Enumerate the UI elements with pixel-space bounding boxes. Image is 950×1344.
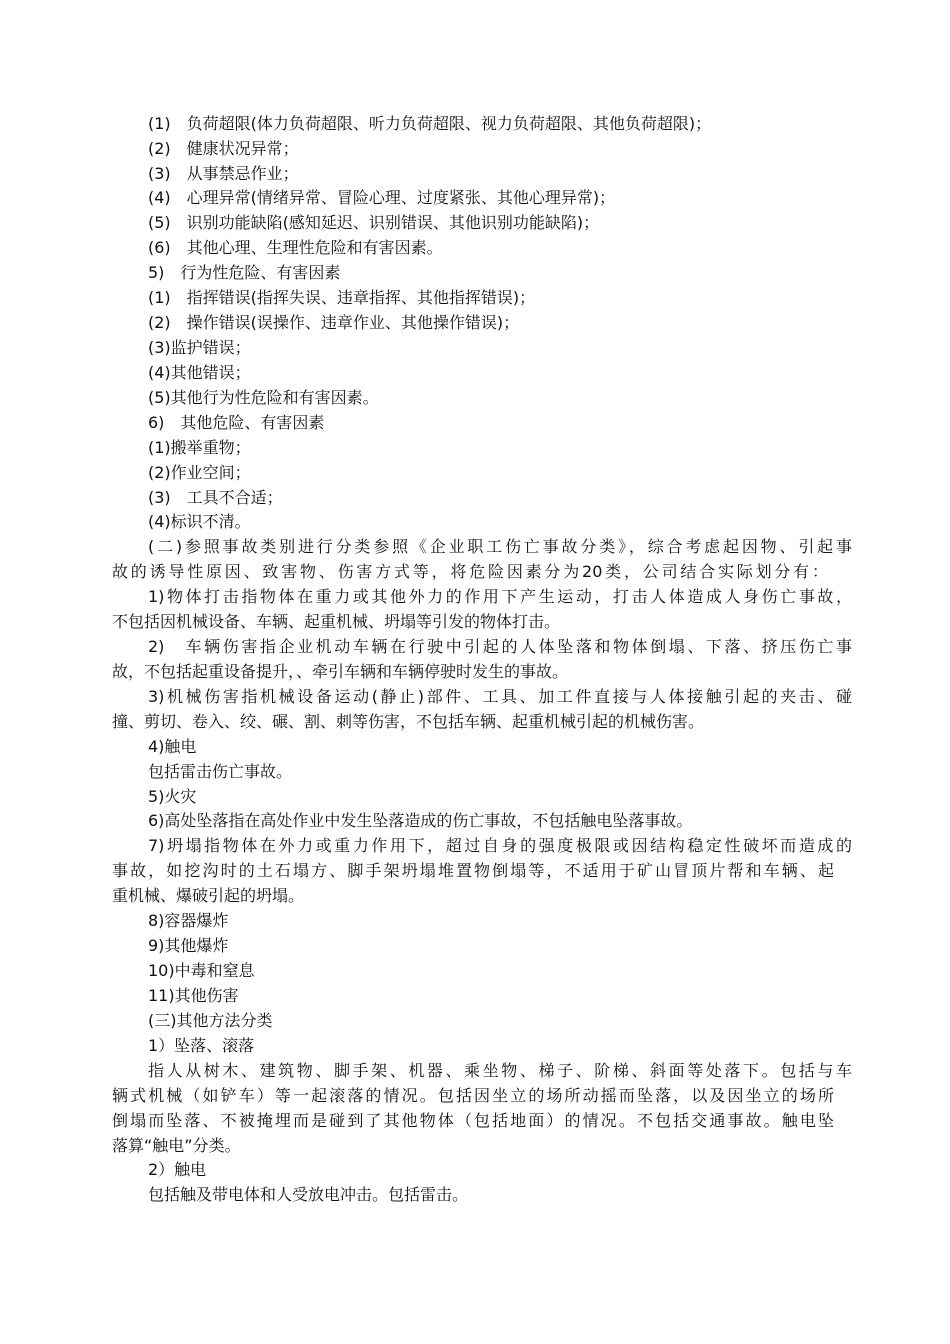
paragraph-line: 事故，如挖沟时的土石塌方、脚手架坍塌堆置物倒塌等，不适用于矿山冒顶片帮和车辆、起 — [112, 861, 834, 880]
section-heading: 1）坠落、滚落 — [148, 1036, 255, 1055]
section-heading: (三)其他方法分类 — [148, 1011, 273, 1030]
list-item: (1) 指挥错误(指挥失误、违章指挥、其他指挥错误)； — [148, 288, 536, 307]
section-heading: 6) 其他危险、有害因素 — [148, 413, 325, 432]
list-item: (3) 工具不合适； — [148, 488, 283, 507]
list-item: (6) 其他心理、生理性危险和有害因素。 — [148, 238, 443, 257]
paragraph-line: 重机械、爆破引起的坍塌。 — [112, 886, 305, 905]
section-heading: 2）触电 — [148, 1160, 207, 1179]
list-item: (4)其他错误； — [148, 363, 251, 382]
paragraph-line: (二)参照事故类别进行分类参照《企业职工伤亡事故分类》，综合考虑起因物、引起事 — [148, 537, 852, 556]
list-item: 8)容器爆炸 — [148, 911, 229, 930]
list-item: (2) 健康状况异常； — [148, 139, 299, 158]
list-item: (3)监护错误； — [148, 338, 251, 357]
paragraph-line: 6)高处坠落指在高处作业中发生坠落造成的伤亡事故，不包括触电坠落事故。 — [148, 811, 693, 830]
paragraph-line: 2) 车辆伤害指企业机动车辆在行驶中引起的人体坠落和物体倒塌、下落、挤压伤亡事 — [148, 637, 852, 656]
paragraph-line: 落算“触电”分类。 — [112, 1136, 241, 1155]
list-item: (4)标识不清。 — [148, 512, 251, 531]
list-item: 9)其他爆炸 — [148, 936, 229, 955]
list-item: (5)其他行为性危险和有害因素。 — [148, 388, 379, 407]
paragraph-line: 包括雷击伤亡事故。 — [148, 762, 293, 781]
paragraph-line: 不包括因机械设备、车辆、起重机械、坍塌等引发的物体打击。 — [112, 612, 561, 631]
paragraph-line: 包括触及带电体和人受放电冲击。包括雷击。 — [148, 1185, 469, 1204]
paragraph-line: 7)坍塌指物体在外力或重力作用下，超过自身的强度极限或因结构稳定性破坏而造成的 — [148, 836, 852, 855]
list-item: (1)搬举重物； — [148, 438, 251, 457]
list-item: (1) 负荷超限(体力负荷超限、听力负荷超限、视力负荷超限、其他负荷超限)； — [148, 114, 712, 133]
list-item: (2)作业空间； — [148, 463, 251, 482]
list-item: (2) 操作错误(误操作、违章作业、其他操作错误)； — [148, 313, 520, 332]
paragraph-line: 指人从树木、建筑物、脚手架、机器、乘坐物、梯子、阶梯、斜面等处落下。包括与车 — [148, 1061, 852, 1080]
list-item: (4) 心理异常(情绪异常、冒险心理、过度紧张、其他心理异常)； — [148, 188, 616, 207]
paragraph-line: 3)机械伤害指机械设备运动(静止)部件、工具、加工件直接与人体接触引起的夹击、碰 — [148, 687, 852, 706]
list-item: 11)其他伤害 — [148, 986, 239, 1005]
paragraph-line: 故，不包括起重设备提升，、牵引车辆和车辆停驶时发生的事故。 — [112, 662, 569, 681]
paragraph-line: 1)物体打击指物体在重力或其他外力的作用下产生运动，打击人体造成人身伤亡事故， — [148, 587, 852, 606]
paragraph-line: 辆式机械（如铲车）等一起滚落的情况。包括因坐立的场所动摇而坠落，以及因坐立的场所 — [112, 1086, 834, 1105]
list-item: 5)火灾 — [148, 787, 197, 806]
section-heading: 5) 行为性危险、有害因素 — [148, 263, 341, 282]
list-item: 10)中毒和窒息 — [148, 961, 255, 980]
list-item: 4)触电 — [148, 737, 197, 756]
paragraph-line: 撞、剪切、卷入、绞、碾、割、刺等伤害，不包括车辆、起重机械引起的机械伤害。 — [112, 712, 705, 731]
list-item: (5) 识别功能缺陷(感知延迟、识别错误、其他识别功能缺陷)； — [148, 213, 600, 232]
list-item: (3) 从事禁忌作业； — [148, 164, 299, 183]
paragraph-line: 倒塌而坠落、不被掩埋而是碰到了其他物体（包括地面）的情况。不包括交通事故。触电坠 — [112, 1111, 834, 1130]
paragraph-line: 故的诱导性原因、致害物、伤害方式等，将危险因素分为20类，公司结合实际划分有： — [112, 562, 828, 581]
